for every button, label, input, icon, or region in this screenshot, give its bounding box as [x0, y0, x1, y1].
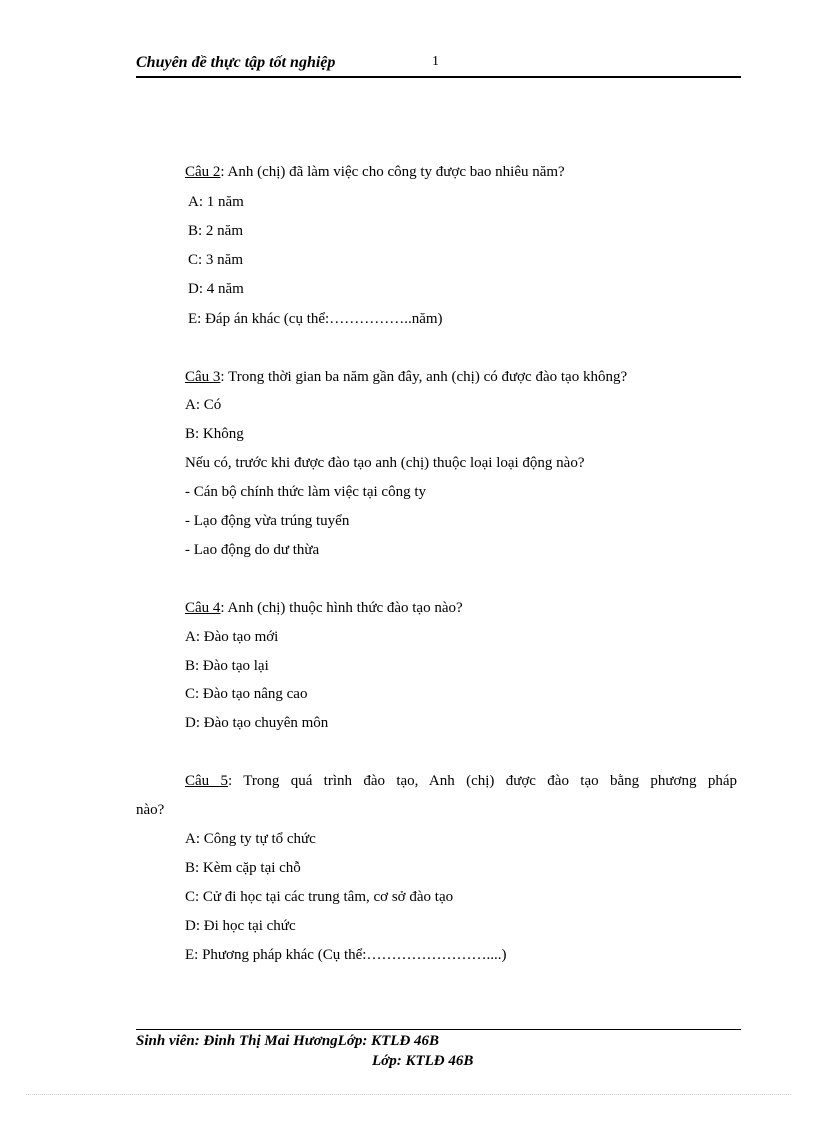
footer-class-line: Lớp: KTLĐ 46B	[372, 1053, 474, 1069]
sub-option-item: - Lao động do dư thừa	[185, 542, 320, 558]
option-item: B: Không	[185, 426, 244, 442]
question-label: Câu 4	[185, 600, 221, 616]
question-text: : Anh (chị) thuộc hình thức đào tạo nào?	[220, 600, 463, 616]
option-item: A: Đào tạo mới	[185, 629, 279, 645]
option-item: D: Đào tạo chuyên môn	[185, 715, 329, 731]
option-item: B: Đào tạo lại	[185, 658, 269, 674]
option-item: C: 3 năm	[188, 252, 243, 268]
option-item: B: 2 năm	[188, 223, 243, 239]
option-item: A: Có	[185, 397, 222, 413]
question-label: Câu 5	[185, 773, 228, 789]
page-header	[136, 54, 741, 78]
footer-student-line: Sinh viên: Đinh Thị Mai HươngLớp: KTLĐ 46B	[136, 1033, 440, 1049]
sub-option-item: - Lạo động vừa trúng tuyển	[185, 513, 350, 529]
question-text-continued: nào?	[136, 802, 165, 818]
option-item: A: Công ty tự tổ chức	[185, 831, 316, 847]
footer-divider	[136, 1029, 741, 1030]
question-label: Câu 3	[185, 369, 221, 385]
option-item: D: Đi học tại chức	[185, 918, 296, 934]
question-2	[185, 162, 565, 182]
question-label: Câu 2	[185, 164, 221, 180]
followup-question: Nếu có, trước khi được đào tạo anh (chị) thuộc loại loại động nào?	[185, 455, 585, 471]
question-text: : Anh (chị) đã làm việc cho công ty được bao nhiêu năm?	[220, 164, 565, 180]
option-item: C: Cử đi học tại các trung tâm, cơ sở đào tạo	[185, 889, 454, 905]
option-item: B: Kèm cặp tại chỗ	[185, 860, 301, 876]
page-bottom-divider	[26, 1094, 791, 1095]
option-item: C: Đào tạo nâng cao	[185, 686, 308, 702]
question-4	[185, 598, 463, 618]
sub-option-item: - Cán bộ chính thức làm việc tại công ty	[185, 484, 426, 500]
question-text: : Trong thời gian ba năm gần đây, anh (chị) có được đào tạo không?	[220, 369, 628, 385]
question-5	[185, 771, 737, 791]
header-page-number: 1	[432, 54, 439, 69]
option-item: E: Phương pháp khác (Cụ thể:……………………....)	[185, 947, 507, 963]
option-item: E: Đáp án khác (cụ thể:……………..năm)	[188, 311, 443, 327]
option-item: A: 1 năm	[188, 194, 244, 210]
question-text: : Trong quá trình đào tạo, Anh (chị) được đào tạo bằng phương pháp	[228, 773, 737, 789]
option-item: D: 4 năm	[188, 281, 244, 297]
question-3	[185, 367, 627, 387]
header-title: Chuyên đề thực tập tốt nghiệp	[136, 54, 336, 71]
